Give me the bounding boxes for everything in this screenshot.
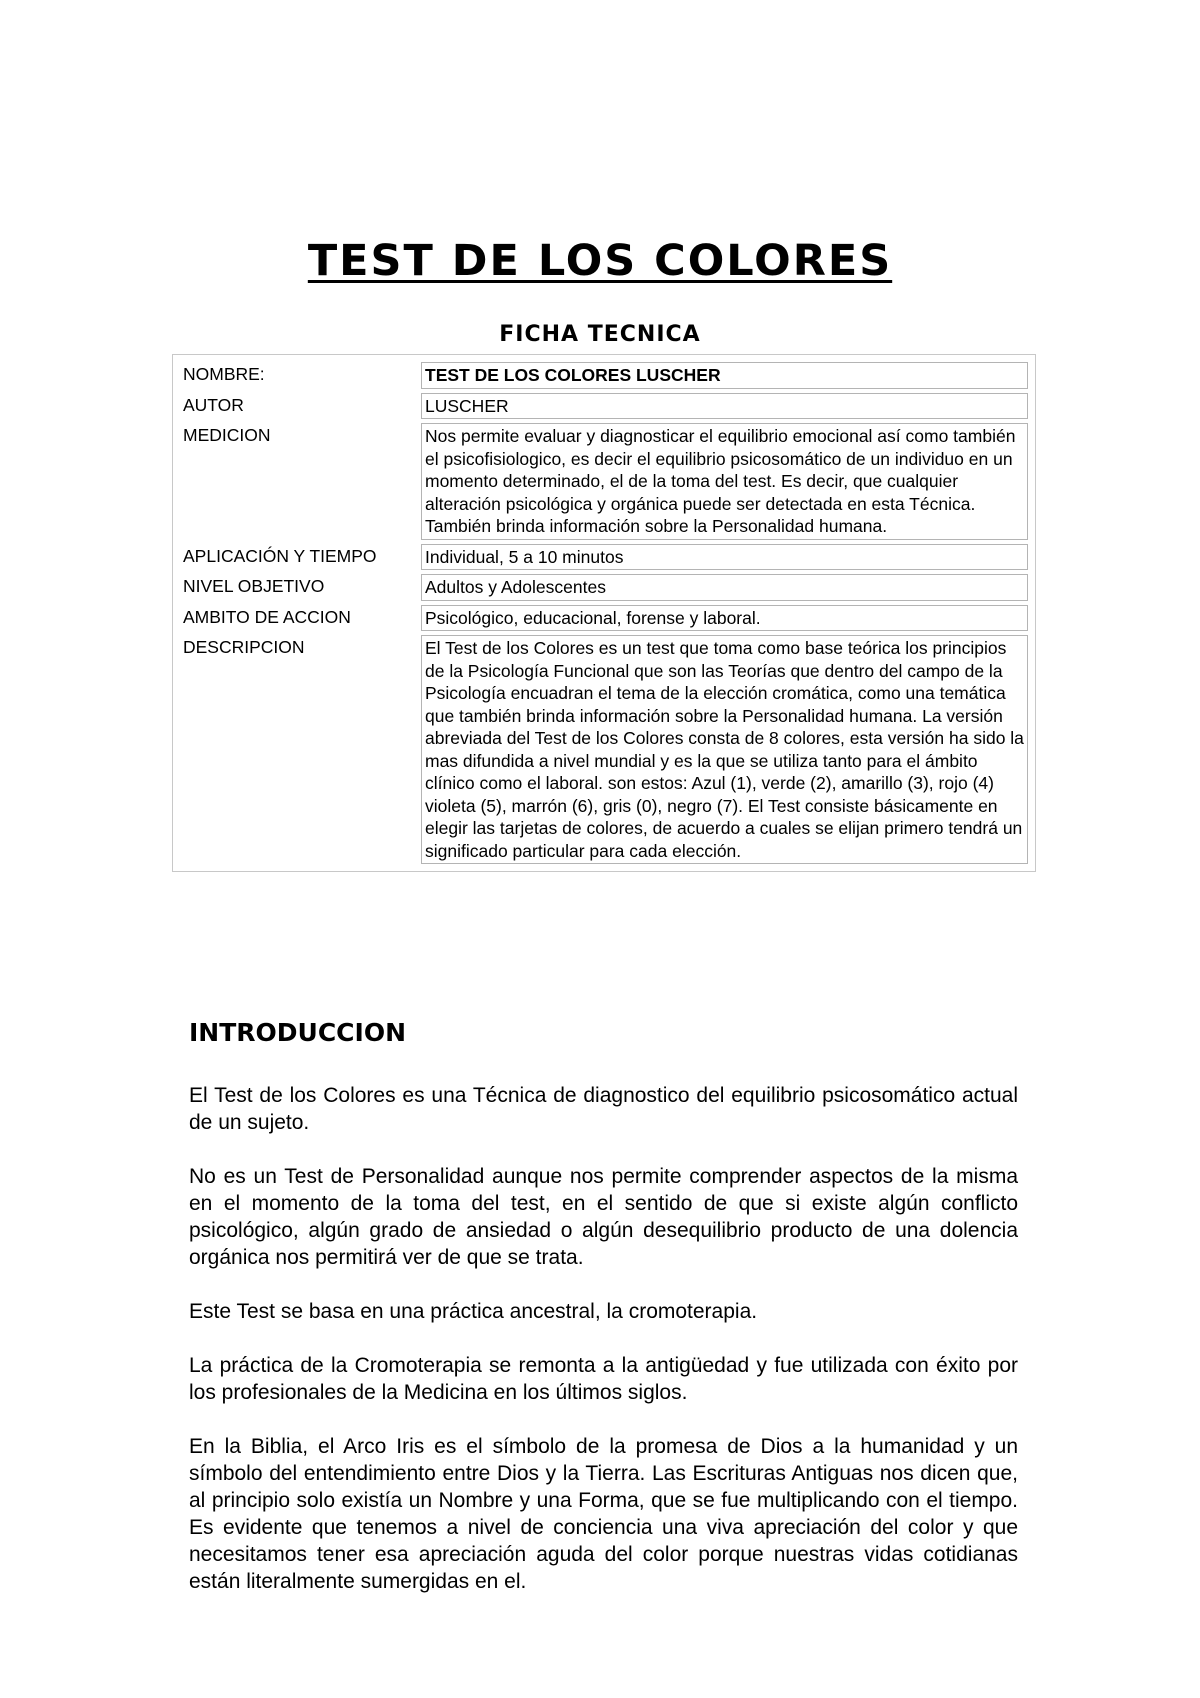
ficha-table xyxy=(176,358,1032,868)
ficha-row-nivel xyxy=(180,574,1028,601)
ficha-label: NOMBRE: xyxy=(183,364,265,384)
document-title-text: TEST DE LOS COLORES xyxy=(307,236,893,286)
introduccion-body xyxy=(189,1082,1018,1622)
ficha-value: LUSCHER xyxy=(421,393,1028,420)
ficha-value: Adultos y Adolescentes xyxy=(421,574,1028,601)
paragraph: Este Test se basa en una práctica ancestral, la cromoterapia. xyxy=(189,1300,758,1323)
ficha-value: TEST DE LOS COLORES LUSCHER xyxy=(421,362,1028,389)
ficha-label: DESCRIPCION xyxy=(183,637,305,657)
ficha-row-descripcion xyxy=(180,635,1028,864)
paragraph: En la Biblia, el Arco Iris es el símbolo de la promesa de Dios a la humanidad y un símbolo del entendimiento entre Dios y la Tierra. Las Escrituras Antiguas nos dicen que, al principio solo existía un Nombre y una Forma, que se fue multiplicando con el tiempo. Es evidente que tenemos a nivel de conciencia una viva apreciación del color y que necesitamos tener esa apreciación aguda del color porque nuestras vidas cotidianas están literalmente sumergidas en el. xyxy=(189,1435,1018,1593)
ficha-row-autor xyxy=(180,393,1028,420)
ficha-row-ambito xyxy=(180,605,1028,632)
ficha-tecnica-table xyxy=(172,354,1036,872)
document-title xyxy=(0,236,1200,286)
ficha-value: Nos permite evaluar y diagnosticar el equilibrio emocional así como también el psicofisiologico, es decir el equilibrio psicosomático de un individuo en un momento determinado, el de la toma del test. Es decir, que cualquier alteración psicológica y orgánica puede ser detectada en esta Técnica. También brinda información sobre la Personalidad humana. xyxy=(421,423,1028,540)
ficha-row-nombre xyxy=(180,362,1028,389)
paragraph: El Test de los Colores es una Técnica de diagnostico del equilibrio psicosomático actual de un sujeto. xyxy=(189,1084,1018,1134)
ficha-label: AMBITO DE ACCION xyxy=(183,606,351,627)
ficha-row-aplicacion xyxy=(180,544,1028,571)
introduccion-heading: INTRODUCCION xyxy=(189,1018,407,1047)
ficha-value: Psicológico, educacional, forense y laboral. xyxy=(421,605,1028,632)
ficha-value: El Test de los Colores es un test que toma como base teórica los principios de la Psicología Funcional que son las Teorías que dentro del campo de la Psicología encuadran el tema de la elección cromática, como una temática que también brinda información sobre la Personalidad humana. La versión abreviada del Test de los Colores consta de 8 colores, esta versión ha sido la mas difundida a nivel mundial y es la que se utiliza tanto para el ámbito clínico como el laboral. son estos: Azul (1), verde (2), amarillo (3), rojo (4) violeta (5), marrón (6), gris (0), negro (7). El Test consiste básicamente en elegir las tarjetas de colores, de acuerdo a cuales se elijan primero tendrá un significado particular para cada elección. xyxy=(421,635,1028,864)
ficha-value: Individual, 5 a 10 minutos xyxy=(421,544,1028,571)
paragraph: No es un Test de Personalidad aunque nos permite comprender aspectos de la misma en el momento de la toma del test, en el sentido de que si existe algún conflicto psicológico, algún grado de ansiedad o algún desequilibrio producto de una dolencia orgánica nos permitirá ver de que se trata. xyxy=(189,1165,1018,1269)
ficha-label: NIVEL OBJETIVO xyxy=(183,576,325,596)
ficha-label: AUTOR xyxy=(183,394,244,415)
ficha-label: MEDICION xyxy=(183,425,271,445)
ficha-tecnica-heading: FICHA TECNICA xyxy=(499,322,701,347)
ficha-row-medicion xyxy=(180,423,1028,540)
paragraph: La práctica de la Cromoterapia se remonta a la antigüedad y fue utilizada con éxito por los profesionales de la Medicina en los últimos siglos. xyxy=(189,1354,1018,1404)
ficha-label: APLICACIÓN Y TIEMPO xyxy=(183,545,377,566)
